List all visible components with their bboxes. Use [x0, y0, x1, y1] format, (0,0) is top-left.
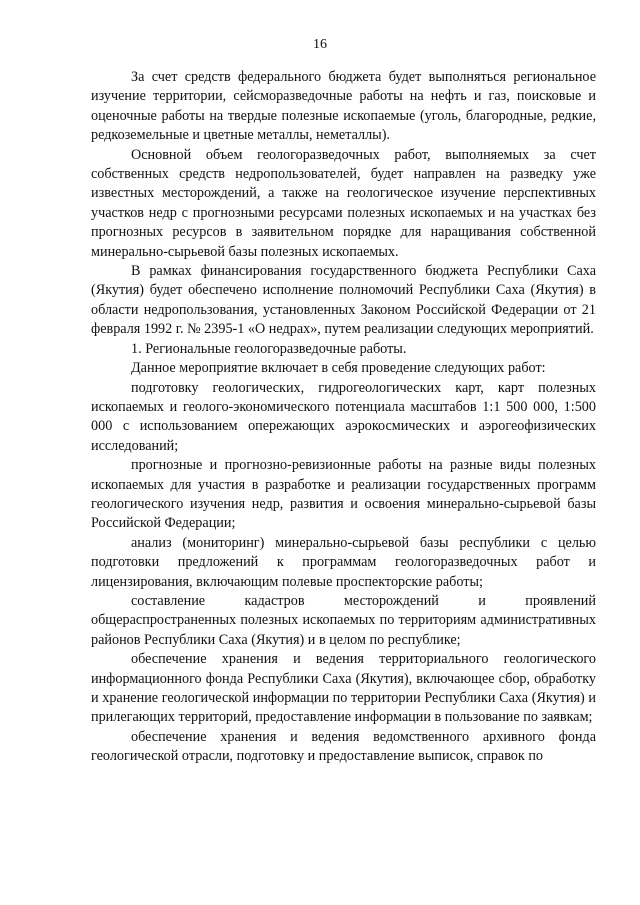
- paragraph-state-budget-financing: В рамках финансирования государственного бюджета Республики Саха (Якутия) будет обеспечено исполнение полномочий Республики Саха (Якутия) в области недропользования, установленных Законом Российской Федерации от 21 февраля 1992 г. № 2395-1 «О недрах», путем реализации следующих мероприятий.: [91, 263, 596, 338]
- paragraph-measure-intro: Данное мероприятие включает в себя проведение следующих работ:: [131, 360, 546, 377]
- list-item-forecast-works: прогнозные и прогнозно-ревизионные работы на разные виды полезных ископаемых для участия в разработке и реализации государственных программ геологического изучения недр, развития и освоения минерально-сырьевой базы Российской Федерации;: [91, 457, 596, 532]
- page-number: 16: [313, 37, 327, 52]
- document-body: [91, 68, 596, 767]
- section-heading-regional-works: 1. Региональные геологоразведочные работы.: [131, 340, 407, 357]
- paragraph-federal-budget: За счет средств федерального бюджета будет выполняться региональное изучение территории, сейсморазведочные работы на нефть и газ, поисковые и оценочные работы на твердые полезные ископаемые (уголь, благородные, редкие, редкоземельные и цветные металлы, неметаллы).: [91, 69, 596, 144]
- list-item-archive-fund: обеспечение хранения и ведения ведомственного архивного фонда геологической отрасли, подготовку и предоставление выписок, справок по: [91, 728, 596, 765]
- list-item-monitoring: анализ (мониторинг) минерально-сырьевой базы республики с целью подготовки предложений к программам геологоразведочных работ и лицензирования, включающим полевые проспекторские работы;: [91, 534, 596, 590]
- list-item-cadastres: составление кадастров месторождений и проявлений общераспространенных полезных ископаемых по территориям административных районов Республики Саха (Якутия) и в целом по республике;: [91, 592, 596, 648]
- paragraph-subsoil-users-funds: Основной объем геологоразведочных работ, выполняемых за счет собственных средств недропользователей, будет направлен на разведку уже известных месторождений, а также на геологическое изучение перспективных участков недр с прогнозными ресурсами полезных ископаемых и на участках без прогнозных ресурсов в заявительном порядке для наращивания собственной минерально-сырьевой базы полезных ископаемых.: [91, 146, 596, 260]
- list-item-territorial-fund: обеспечение хранения и ведения территориального геологического информационного фонда Республики Саха (Якутия), включающее сбор, обработку и хранение геологической информации по территории Республики Саха (Якутия) и прилегающих территорий, предоставление информации в пользование по заявкам;: [91, 651, 596, 726]
- list-item-geological-maps: подготовку геологических, гидрогеологических карт, карт полезных ископаемых и геолого-экономического потенциала масштабов 1:1 500 000, 1:500 000 с использованием опережающих аэрокосмических и аэрогеофизических исследований;: [91, 379, 596, 454]
